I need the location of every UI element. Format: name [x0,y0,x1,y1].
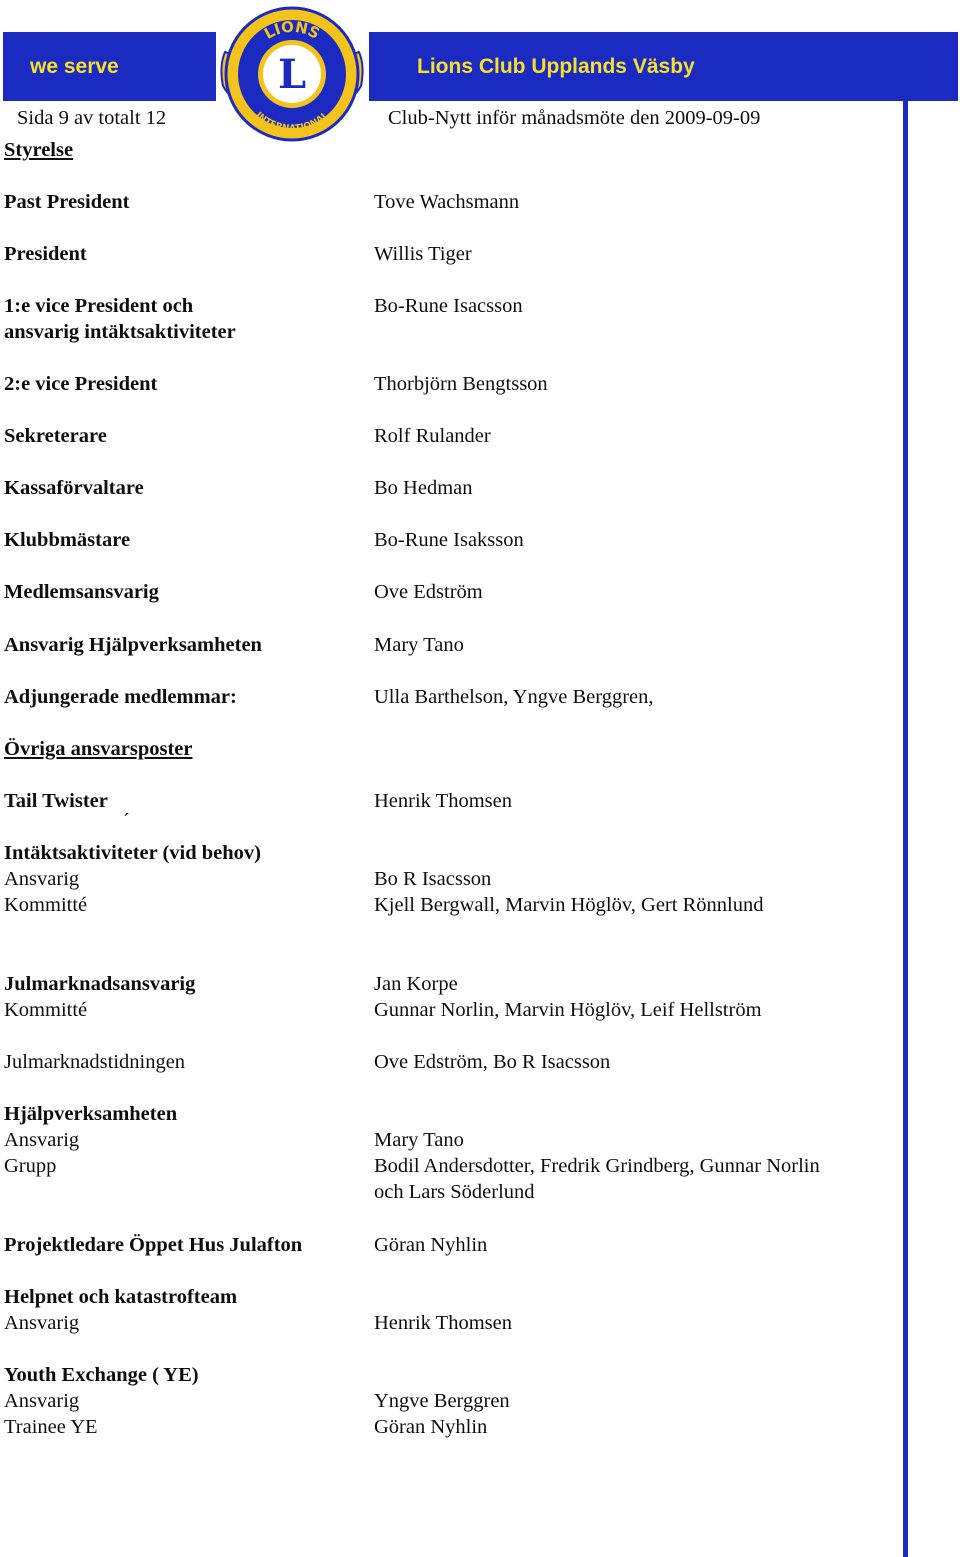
styrelse-heading: Styrelse [4,139,74,161]
role-label: Julmarknadstidningen [4,1051,186,1073]
member-name: Rolf Rulander [374,425,491,447]
header-banner-right [369,32,958,101]
role-label: Ansvarig Hjälpverksamheten [4,634,262,656]
role-label: Past President [4,191,130,213]
member-name-continued: och Lars Söderlund [374,1181,535,1203]
role-label: Julmarknadsansvarig [4,973,196,995]
member-name: Ove Edström [374,581,483,603]
member-name: Willis Tiger [374,243,472,265]
role-label: Tail Twister [4,790,108,812]
role-label: Sekreterare [4,425,107,447]
role-label: Adjungerade medlemmar: [4,686,237,708]
lions-logo [217,2,367,142]
role-label: Medlemsansvarig [4,581,159,603]
sub-role-label: Ansvarig [4,1312,80,1334]
sub-role-label: Ansvarig [4,1390,80,1412]
member-name: Bo Hedman [374,477,473,499]
member-name: Henrik Thomsen [374,790,512,812]
stray-accent-mark: ´ [123,810,130,832]
member-name: Mary Tano [374,634,464,656]
member-name: Ove Edström, Bo R Isacsson [374,1051,611,1073]
member-name: Bo-Rune Isaksson [374,529,524,551]
member-name: Ulla Barthelson, Yngve Berggren, [374,686,654,708]
member-name: Mary Tano [374,1129,464,1151]
club-name: Lions Club Upplands Väsby [417,54,695,78]
member-name: Göran Nyhlin [374,1416,488,1438]
sub-role-label: Ansvarig [4,1129,80,1151]
member-name: Gunnar Norlin, Marvin Höglöv, Leif Hellström [374,999,762,1021]
logo-bottom-word: INTERNATIONAL [253,110,331,135]
member-name: Bo-Rune Isacsson [374,295,523,317]
role-label: Youth Exchange ( YE) [4,1364,199,1386]
role-label: Projektledare Öppet Hus Julafton [4,1234,303,1256]
ovriga-heading: Övriga ansvarsposter [4,738,193,760]
sub-role-label: Trainee YE [4,1416,98,1438]
role-label: Klubbmästare [4,529,131,551]
role-label: Hjälpverksamheten [4,1103,178,1125]
sub-role-label: Ansvarig [4,868,80,890]
role-label: Intäktsaktiviteter (vid behov) [4,842,262,864]
member-name: Henrik Thomsen [374,1312,512,1334]
sub-role-label: Grupp [4,1155,57,1177]
member-name: Kjell Bergwall, Marvin Höglöv, Gert Rönnlund [374,894,764,916]
role-label: Helpnet och katastrofteam [4,1286,238,1308]
member-name: Jan Korpe [374,973,458,995]
sub-role-label: Kommitté [4,999,88,1021]
sub-role-label: Kommitté [4,894,88,916]
logo-letter: L [277,51,307,98]
member-name: Bodil Andersdotter, Fredrik Grindberg, Gunnar Norlin [374,1155,820,1177]
role-label: 1:e vice President och [4,295,194,317]
role-label: President [4,243,87,265]
role-label-line2: ansvarig intäktsaktiviteter [4,321,236,343]
right-margin-rule [903,101,908,1557]
logo-top-word: LIONS [261,17,323,43]
member-name: Göran Nyhlin [374,1234,488,1256]
newsletter-title: Club-Nytt inför månadsmöte den 2009-09-09 [388,107,761,129]
member-name: Yngve Berggren [374,1390,510,1412]
member-name: Tove Wachsmann [374,191,520,213]
role-label: Kassaförvaltare [4,477,144,499]
member-name: Thorbjörn Bengtsson [374,373,548,395]
header-banner-left [3,32,216,101]
motto-text: we serve [30,54,119,78]
page-info: Sida 9 av totalt 12 [17,107,167,129]
member-name: Bo R Isacsson [374,868,492,890]
role-label: 2:e vice President [4,373,158,395]
